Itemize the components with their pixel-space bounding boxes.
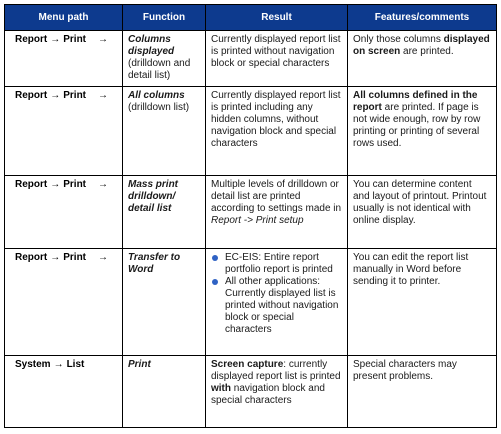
result-menu-reference: Report -> Print setup — [211, 214, 304, 226]
arrow-right-icon: → — [98, 252, 109, 264]
comment-text: Only those columns — [353, 34, 444, 45]
function-cell — [123, 31, 206, 87]
menu-path-second: Print — [63, 178, 87, 190]
result-cell: Currently displayed report list is printed without navigation block or special characters — [206, 31, 348, 87]
arrow-right-icon: → — [98, 178, 109, 190]
function-name: Columns displayed — [128, 34, 175, 57]
table-row — [5, 249, 497, 356]
table-row — [5, 31, 497, 87]
header-menu-path: Menu path — [5, 5, 123, 31]
menu-path-second: Print — [63, 90, 87, 102]
menu-path-second: Print — [63, 34, 87, 45]
result-cell: Currently displayed report list is printed including any hidden columns, without navigation block and special characters — [206, 87, 348, 175]
header-function: Function — [123, 5, 206, 31]
result-text: navigation block and special characters — [211, 383, 325, 407]
menu-path-cell — [5, 356, 123, 428]
header-row — [5, 5, 497, 31]
menu-path-first: Report — [15, 90, 48, 102]
function-cell — [123, 175, 206, 249]
function-name: Print — [128, 359, 151, 371]
function-name: Transfer to Word — [128, 252, 181, 276]
arrow-right-icon: → — [50, 34, 61, 45]
menu-path-first: Report — [15, 178, 48, 190]
arrow-right-icon: → — [50, 178, 61, 190]
menu-path-second: Print — [63, 252, 87, 264]
comment-cell: You can determine content and layout of printout. Printout usually is not identical with online display. — [348, 175, 497, 249]
menu-path-cell — [5, 175, 123, 249]
function-cell — [123, 249, 206, 356]
result-cell — [206, 175, 348, 249]
result-emphasis: with — [211, 383, 231, 395]
comment-emphasis: All columns defined in the report — [353, 90, 478, 114]
function-name: All columns — [128, 90, 185, 102]
comment-cell — [348, 31, 497, 87]
comment-text: are printed. — [400, 46, 454, 57]
menu-path-first: System — [15, 359, 51, 371]
comment-cell: Special characters may present problems. — [348, 356, 497, 428]
result-bullet-item: EC-EIS: Entire report portfolio report is printed — [221, 252, 342, 276]
result-bullet-item: All other applications: Currently displayed list is printed without navigation block or special characters — [221, 276, 342, 336]
print-functions-table — [4, 4, 497, 428]
arrow-right-icon: → — [50, 252, 61, 264]
function-cell — [123, 87, 206, 175]
arrow-right-icon: → — [98, 34, 109, 45]
result-cell — [206, 356, 348, 428]
arrow-right-icon: → — [50, 90, 61, 102]
comment-cell: You can edit the report list manually in Word before sending it to printer. — [348, 249, 497, 356]
comment-cell — [348, 87, 497, 175]
menu-path-second: List — [66, 359, 85, 371]
table-row — [5, 175, 497, 249]
menu-path-cell — [5, 31, 123, 87]
header-result: Result — [206, 5, 348, 31]
result-text: Multiple levels of drilldown or detail list are printed according to settings made in — [211, 178, 342, 214]
result-cell — [206, 249, 348, 356]
function-name: Mass print drilldown/ detail list — [128, 178, 179, 214]
table-row — [5, 356, 497, 428]
result-text: : currently displayed report list is printed — [211, 359, 341, 383]
table-container — [4, 4, 496, 428]
menu-path-first: Report — [15, 252, 48, 264]
arrow-right-icon: → — [98, 90, 109, 102]
header-features-comments: Features/comments — [348, 5, 497, 31]
table-row — [5, 87, 497, 175]
menu-path-first: Report — [15, 34, 48, 45]
comment-text: are printed. If page is not wide enough, row by row printing or printing of several rows used. — [353, 102, 481, 150]
result-bullet-list — [211, 252, 342, 336]
result-emphasis: Screen capture — [211, 359, 284, 371]
function-note: (drilldown list) — [128, 102, 190, 114]
function-note: (drilldown and detail list) — [128, 58, 191, 81]
menu-path-cell — [5, 249, 123, 356]
comment-emphasis: displayed on screen — [353, 34, 490, 57]
menu-path-cell — [5, 87, 123, 175]
arrow-right-icon: → — [53, 359, 64, 371]
function-cell — [123, 356, 206, 428]
